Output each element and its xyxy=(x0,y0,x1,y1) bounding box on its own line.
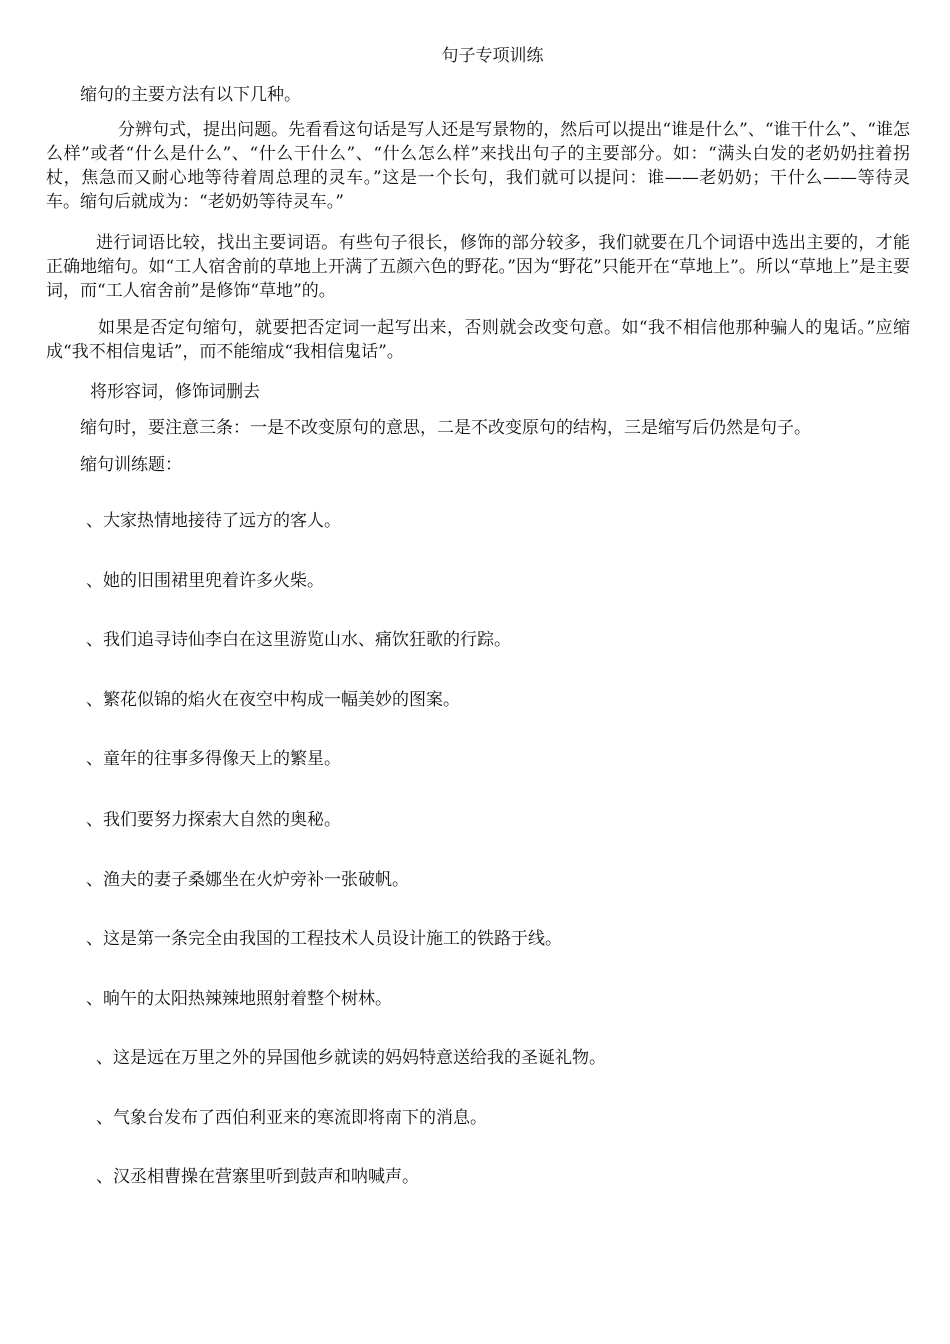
exercise-item: 、渔夫的妻子桑娜坐在火炉旁补一张破帆。 xyxy=(86,870,409,890)
exercise-item: 、我们要努力探索大自然的奥秘。 xyxy=(86,810,341,830)
method-paragraph-2: 进行词语比较，找出主要词语。有些句子很长，修饰的部分较多，我们就要在几个词语中选出主要的，才能正确地缩句。如“工人宿舍前的草地上开满了五颜六色的野花。”因为“野花”只能开在“草地上”。所以“草地上”是主要词，而“工人宿舍前”是修饰“草地”的。 xyxy=(46,233,910,301)
intro-line: 缩句的主要方法有以下几种。 xyxy=(80,85,301,105)
note-line: 缩句时，要注意三条：一是不改变原句的意思，二是不改变原句的结构，三是缩写后仍然是句子。 xyxy=(80,418,811,438)
exercise-item: 、汉丞相曹操在营寨里听到鼓声和呐喊声。 xyxy=(96,1167,419,1187)
exercise-item: 、我们追寻诗仙李白在这里游览山水、痛饮狂歌的行踪。 xyxy=(86,630,511,650)
page-title: 句子专项训练 xyxy=(441,46,544,66)
method-paragraph-3: 如果是否定句缩句，就要把否定词一起写出来，否则就会改变句意。如“我不相信他那种骗人的鬼话。”应缩成“我不相信鬼话”，而不能缩成“我相信鬼话”。 xyxy=(46,318,910,362)
method-paragraph-1: 分辨句式，提出问题。先看看这句话是写人还是写景物的，然后可以提出“谁是什么”、“谁干什么”、“谁怎么样”或者“什么是什么”、“什么干什么”、“什么怎么样”来找出句子的主要部分。如：“满头白发的老奶奶拄着拐杖，焦急而又耐心地等待着周总理的灵车。”这是一个长句，我们就可以提问：谁——老奶奶；干什么——等待灵车。缩句后就成为：“老奶奶等待灵车。” xyxy=(46,120,910,212)
exercise-heading: 缩句训练题： xyxy=(80,455,182,475)
method-line-4: 将形容词，修饰词删去 xyxy=(90,382,260,402)
exercise-item: 、她的旧围裙里兜着许多火柴。 xyxy=(86,571,324,591)
exercise-item: 、气象台发布了西伯利亚来的寒流即将南下的消息。 xyxy=(96,1108,487,1128)
exercise-item: 、大家热情地接待了远方的客人。 xyxy=(86,511,341,531)
exercise-item: 、童年的往事多得像天上的繁星。 xyxy=(86,749,341,769)
exercise-item: 、这是远在万里之外的异国他乡就读的妈妈特意送给我的圣诞礼物。 xyxy=(96,1048,606,1068)
exercise-item: 、晌午的太阳热辣辣地照射着整个树林。 xyxy=(86,989,392,1009)
exercise-item: 、繁花似锦的焰火在夜空中构成一幅美妙的图案。 xyxy=(86,690,460,710)
exercise-item: 、这是第一条完全由我国的工程技术人员设计施工的铁路于线。 xyxy=(86,929,562,949)
